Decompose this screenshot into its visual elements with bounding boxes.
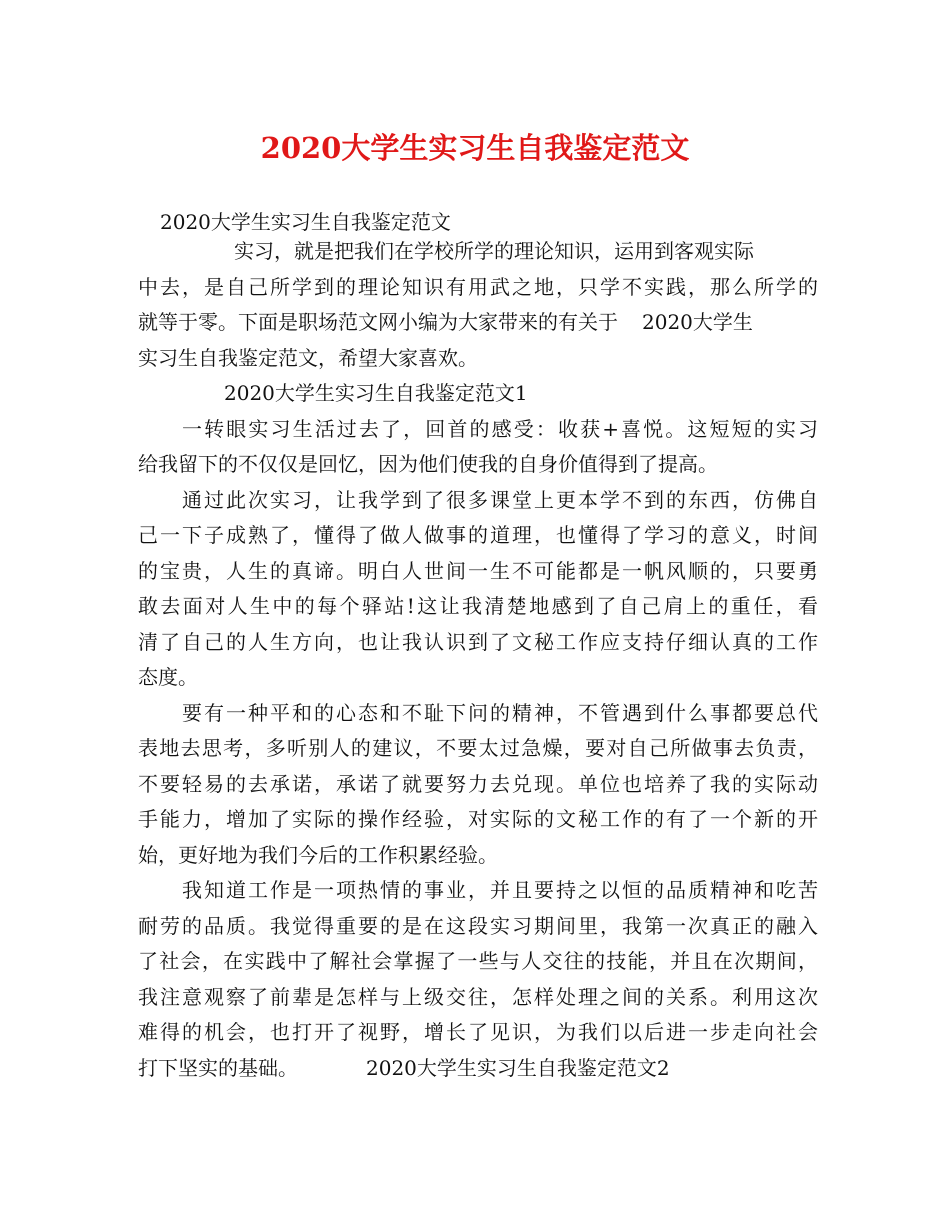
paragraph-line: 耐劳的品质。我觉得重要的是在这段实习期间里，我第一次真正的融入	[138, 913, 818, 938]
paragraph-line: 态度。	[138, 665, 198, 689]
line-segment: 2020大学生	[642, 310, 753, 334]
paragraph-line: 给我留下的不仅仅是回忆，因为他们使我的自身价值得到了提高。	[138, 452, 718, 476]
section-heading: 2020大学生实习生自我鉴定范文1	[224, 381, 528, 405]
paragraph-line: 难得的机会，也打开了视野，增长了见识，为我们以后进一步走向社会	[138, 1020, 818, 1044]
paragraph-line: 我注意观察了前辈是怎样与上级交往，怎样处理之间的关系。利用这次	[138, 984, 818, 1009]
paragraph-line: 清了自己的人生方向，也让我认识到了文秘工作应支持仔细认真的工作	[138, 629, 818, 654]
paragraph-line	[138, 1051, 818, 1087]
paragraph-line: 我知道工作是一项热情的事业，并且要持之以恒的品质精神和吃苦	[182, 878, 818, 902]
paragraph-line	[138, 305, 818, 341]
document-body	[138, 234, 818, 1086]
document-subtitle: 2020大学生实习生自我鉴定范文	[160, 210, 451, 234]
paragraph-line: 了社会，在实践中了解社会掌握了一些与人交往的技能，并且在次期间，	[138, 949, 818, 973]
section-heading: 2020大学生实习生自我鉴定范文2	[366, 1055, 670, 1080]
paragraph-line: 不要轻易的去承诺，承诺了就要努力去兑现。单位也培养了我的实际动	[138, 771, 818, 796]
document-title: 2020大学生实习生自我鉴定范文	[260, 131, 690, 165]
line-segment: 就等于零。下面是职场范文网小编为大家带来的有关于	[138, 310, 618, 334]
paragraph-line: 始，更好地为我们今后的工作积累经验。	[138, 842, 498, 867]
paragraph-line: 的宝贵，人生的真谛。明白人世间一生不可能都是一帆风顺的，只要勇	[138, 558, 818, 583]
paragraph-line: 实习生自我鉴定范文，希望大家喜欢。	[138, 345, 478, 370]
paragraph-line: 通过此次实习，让我学到了很多课堂上更本学不到的东西，仿佛自	[182, 487, 818, 512]
paragraph-line: 实习，就是把我们在学校所学的理论知识，运用到客观实际	[234, 239, 754, 263]
paragraph-line: 敢去面对人生中的每个驿站!这让我清楚地感到了自己肩上的重任，看	[138, 594, 818, 618]
paragraph-line: 手能力，增加了实际的操作经验，对实际的文秘工作的有了一个新的开	[138, 807, 818, 831]
paragraph-line: 中去，是自己所学到的理论知识有用武之地，只学不实践，那么所学的	[138, 274, 818, 299]
line-segment: 打下坚实的基础。	[138, 1055, 298, 1080]
paragraph-line: 一转眼实习生活过去了，回首的感受：收获+喜悦。这短短的实习	[182, 416, 818, 441]
paragraph-line: 己一下子成熟了，懂得了做人做事的道理，也懂得了学习的意义，时间	[138, 523, 818, 547]
paragraph-line: 要有一种平和的心态和不耻下问的精神，不管遇到什么事都要总代	[182, 700, 818, 725]
paragraph-line: 表地去思考，多听别人的建议，不要太过急燥，要对自己所做事去负责，	[138, 736, 818, 760]
